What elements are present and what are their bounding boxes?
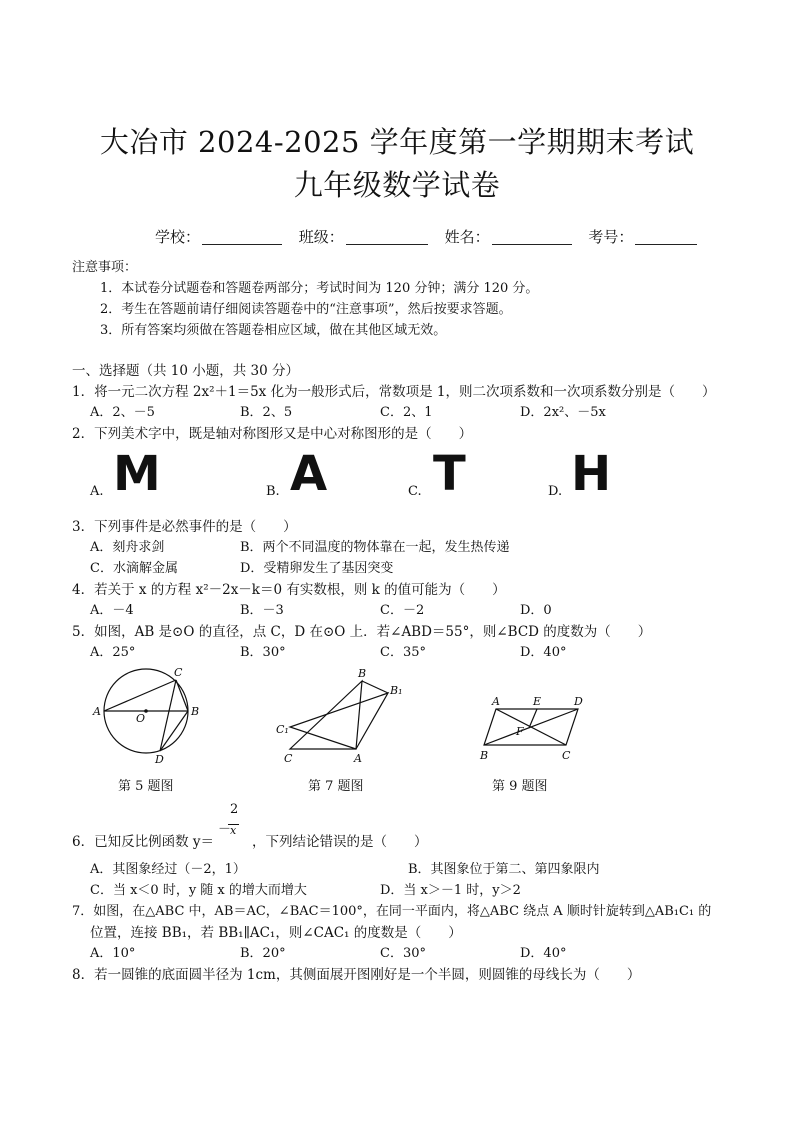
- figure-caption-5: 第 5 题图: [118, 779, 174, 794]
- name-blank[interactable]: [492, 228, 572, 245]
- q8-stem: 8．若一圆锥的底面圆半径为 1cm，其侧面展开图刚好是一个半圆，则圆锥的母线长为（ ）: [72, 967, 641, 983]
- section-heading: 一、选择题（共 10 小题，共 30 分）: [72, 363, 300, 379]
- fig5-label-c: C: [174, 666, 183, 679]
- q4-option-c: C．－2: [380, 603, 425, 618]
- q2-letter-h: H: [571, 446, 612, 502]
- fig9-label-c: C: [562, 749, 571, 762]
- q3-option-b: B．两个不同温度的物体靠在一起，发生热传递: [240, 540, 510, 555]
- q5-option-a: A．25°: [90, 645, 136, 660]
- q6-option-d: D．当 x＞－1 时，y＞2: [380, 883, 521, 898]
- q5-option-b: B．30°: [240, 645, 286, 660]
- exam-number-blank[interactable]: [635, 228, 697, 245]
- q7-stem-line2: 位置，连接 BB₁，若 BB₁∥AC₁，则∠CAC₁ 的度数是（ ）: [90, 925, 462, 941]
- figure-caption-9: 第 9 题图: [492, 779, 548, 794]
- q7-option-a: A．10°: [90, 946, 136, 961]
- note-item-3: 3．所有答案均须做在答题卷相应区域，做在其他区域无效。: [100, 323, 447, 338]
- fig5-label-o: O: [136, 712, 146, 725]
- q6-stem-pre: 6．已知反比例函数 y＝: [72, 834, 215, 850]
- q3-option-d: D．受精卵发生了基因突变: [240, 561, 394, 576]
- figure-caption-7: 第 7 题图: [308, 779, 364, 794]
- fig7-label-a: A: [354, 752, 362, 765]
- q4-option-b: B．－3: [240, 603, 284, 618]
- q5-option-c: C．35°: [380, 645, 426, 660]
- q7-option-b: B．20°: [240, 946, 286, 961]
- info-fields: [155, 226, 697, 247]
- q2-option-a: A.: [90, 484, 104, 499]
- q1-option-d: D．2x²、－5x: [520, 405, 606, 420]
- q6-option-a: A．其图象经过（－2，1）: [90, 862, 246, 877]
- q1-stem: 1．将一元二次方程 2x²＋1＝5x 化为一般形式后，常数项是 1，则二次项系数和一次项系数分别是（ ）: [72, 384, 716, 400]
- fig9-label-a: A: [492, 695, 500, 708]
- school-label: 学校：: [155, 228, 201, 246]
- q2-option-c: C.: [408, 484, 422, 499]
- fig9-label-f: F: [516, 725, 524, 738]
- fig9-label-e: E: [533, 695, 542, 708]
- class-label: 班级：: [298, 228, 344, 246]
- fig7-label-b1: B₁: [390, 684, 403, 697]
- fig7-label-c: C: [284, 752, 293, 765]
- fig5-label-a: A: [93, 705, 101, 718]
- fig5-label-d: D: [155, 753, 164, 765]
- fig7-triangle-ab1c1: [290, 693, 388, 749]
- school-blank[interactable]: [202, 228, 282, 245]
- fig5-chord-ac: [104, 680, 176, 711]
- q5-stem: 5．如图，AB 是⊙O 的直径，点 C，D 在⊙O 上．若∠ABD＝55°，则∠BCD 的度数为（ ）: [72, 624, 652, 640]
- q6-option-c: C．当 x＜0 时，y 随 x 的增大而增大: [90, 883, 307, 898]
- fig7-label-c1: C₁: [276, 723, 289, 736]
- q2-option-b: B.: [266, 484, 280, 499]
- q6-fraction-numerator: 2: [230, 802, 239, 817]
- fig9-diagonal-bd: [484, 709, 578, 745]
- q2-option-d: D.: [548, 484, 563, 499]
- q6-option-b: B．其图象位于第二、第四象限内: [408, 862, 600, 877]
- q4-option-a: A．－4: [90, 603, 134, 618]
- class-blank[interactable]: [346, 228, 428, 245]
- q2-letter-m: M: [113, 446, 161, 502]
- note-item-1: 1．本试卷分试题卷和答题卷两部分；考试时间为 120 分钟；满分 120 分。: [100, 281, 539, 296]
- name-label: 姓名：: [444, 228, 490, 246]
- exam-title-line1: 大冶市 2024-2025 学年度第一学期期末考试: [99, 125, 695, 159]
- exam-number-label: 考号：: [588, 228, 634, 246]
- fig7-label-b: B: [358, 667, 367, 680]
- fig7-segment-bb1: [362, 681, 388, 693]
- fig9-label-d: D: [574, 695, 583, 708]
- figure-q9: [474, 665, 594, 765]
- figure-q5: [90, 665, 210, 765]
- fig5-chord-bc: [176, 680, 188, 711]
- q6-stem-post: ，下列结论错误的是（ ）: [252, 834, 428, 850]
- q5-option-d: D．40°: [520, 645, 567, 660]
- q1-option-b: B．2、5: [240, 405, 293, 420]
- exam-title-line2: 九年级数学试卷: [293, 168, 501, 202]
- fig5-label-b: B: [191, 705, 200, 718]
- q7-option-c: C．30°: [380, 946, 426, 961]
- q2-letter-t: T: [433, 446, 466, 502]
- q1-option-a: A．2、－5: [90, 405, 155, 420]
- q6-fraction-denominator: x: [230, 824, 237, 837]
- q4-stem: 4．若关于 x 的方程 x²－2x－k＝0 有实数根，则 k 的值可能为（ ）: [72, 582, 506, 598]
- q3-option-a: A．刻舟求剑: [90, 540, 165, 555]
- q2-letter-a: A: [290, 446, 328, 502]
- figure-q7: [272, 665, 412, 765]
- fig9-label-b: B: [480, 749, 489, 762]
- q3-stem: 3．下列事件是必然事件的是（ ）: [72, 519, 297, 535]
- q3-option-c: C．水滴解金属: [90, 561, 178, 576]
- q6-fraction-sign: －: [218, 822, 232, 837]
- note-item-2: 2．考生在答题前请仔细阅读答题卷中的“注意事项”，然后按要求答题。: [100, 302, 512, 317]
- notes-heading: 注意事项：: [72, 260, 138, 275]
- q7-stem-line1: 7．如图，在△ABC 中，AB＝AC，∠BAC＝100°，在同一平面内，将△ABC 绕点 A 顺时针旋转到△AB₁C₁ 的: [72, 904, 712, 919]
- q4-option-d: D．0: [520, 603, 552, 618]
- q1-option-c: C．2、1: [380, 405, 433, 420]
- q2-stem: 2．下列美术字中，既是轴对称图形又是中心对称图形的是（ ）: [72, 426, 473, 442]
- q7-option-d: D．40°: [520, 946, 567, 961]
